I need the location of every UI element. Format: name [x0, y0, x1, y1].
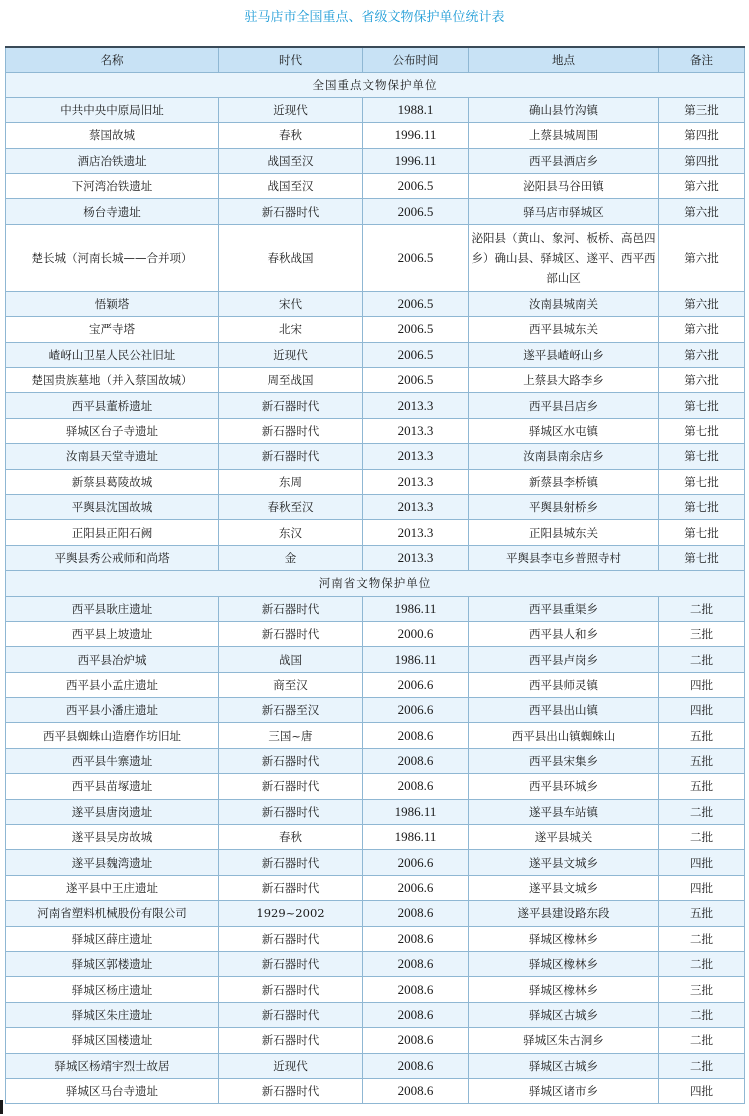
table-row — [6, 647, 745, 672]
table-row — [6, 393, 745, 418]
cell-name: 平舆县沈国故城 — [6, 494, 219, 519]
cell-name: 遂平县唐岗遗址 — [6, 799, 219, 824]
cell-name: 遂平县吴房故城 — [6, 825, 219, 850]
cell-era: 新石器时代 — [219, 748, 363, 773]
cell-published: 2006.5 — [363, 224, 469, 291]
cell-note: 第六批 — [659, 174, 745, 199]
cell-location: 西平县卢岗乡 — [469, 647, 659, 672]
cell-era: 近现代 — [219, 97, 363, 122]
cell-note: 二批 — [659, 825, 745, 850]
cell-location: 西平县宋集乡 — [469, 748, 659, 773]
table-header-row — [6, 47, 745, 72]
cell-note: 第六批 — [659, 224, 745, 291]
cell-era: 近现代 — [219, 1053, 363, 1078]
cell-published: 2008.6 — [363, 901, 469, 926]
cell-era: 新石器时代 — [219, 799, 363, 824]
cell-era: 金 — [219, 545, 363, 570]
cell-location: 遂平县文城乡 — [469, 850, 659, 875]
cell-note: 二批 — [659, 1028, 745, 1053]
cell-note: 第七批 — [659, 393, 745, 418]
cell-name: 驿城区薛庄遗址 — [6, 926, 219, 951]
table-row — [6, 1053, 745, 1078]
cell-note: 五批 — [659, 723, 745, 748]
header-published: 公布时间 — [363, 47, 469, 72]
cell-note: 二批 — [659, 1053, 745, 1078]
table-row — [6, 291, 745, 316]
cell-era: 战国至汉 — [219, 148, 363, 173]
cell-era: 宋代 — [219, 291, 363, 316]
table-row — [6, 1078, 745, 1103]
table-row — [6, 1028, 745, 1053]
cell-era: 战国至汉 — [219, 174, 363, 199]
cell-name: 宝严寺塔 — [6, 317, 219, 342]
cell-note: 五批 — [659, 901, 745, 926]
table-row — [6, 748, 745, 773]
cell-location: 驿马店市驿城区 — [469, 199, 659, 224]
table-row — [6, 850, 745, 875]
cell-location: 正阳县城东关 — [469, 520, 659, 545]
cell-name: 平舆县秀公戒师和尚塔 — [6, 545, 219, 570]
cell-note: 第七批 — [659, 469, 745, 494]
table-row — [6, 520, 745, 545]
table-row — [6, 723, 745, 748]
cell-published: 2008.6 — [363, 926, 469, 951]
cell-note: 四批 — [659, 1078, 745, 1103]
cell-location: 新蔡县李桥镇 — [469, 469, 659, 494]
cell-note: 第六批 — [659, 317, 745, 342]
cell-name: 西平县上坡遗址 — [6, 621, 219, 646]
table-row — [6, 174, 745, 199]
cell-location: 驿城区橡林乡 — [469, 977, 659, 1002]
cell-location: 平舆县射桥乡 — [469, 494, 659, 519]
cell-location: 遂平县嵖岈山乡 — [469, 342, 659, 367]
cell-published: 2013.3 — [363, 520, 469, 545]
cell-era: 春秋 — [219, 825, 363, 850]
table-row — [6, 368, 745, 393]
cell-published: 2006.6 — [363, 698, 469, 723]
section-provincial-label: 河南省文物保护单位 — [6, 571, 745, 596]
cell-era: 新石器时代 — [219, 621, 363, 646]
cell-note: 四批 — [659, 850, 745, 875]
cell-published: 2008.6 — [363, 1002, 469, 1027]
cell-location: 驿城区朱古洞乡 — [469, 1028, 659, 1053]
cell-note: 第六批 — [659, 342, 745, 367]
table-row — [6, 444, 745, 469]
cell-note: 三批 — [659, 621, 745, 646]
cell-name: 遂平县中王庄遗址 — [6, 875, 219, 900]
cell-note: 二批 — [659, 799, 745, 824]
cell-published: 2006.6 — [363, 672, 469, 697]
cell-name: 驿城区台子寺遗址 — [6, 418, 219, 443]
cell-name: 西平县苗塚遗址 — [6, 774, 219, 799]
cell-name: 西平县牛寨遗址 — [6, 748, 219, 773]
cell-name: 西平县蜘蛛山造磨作坊旧址 — [6, 723, 219, 748]
cell-published: 1988.1 — [363, 97, 469, 122]
cell-published: 1996.11 — [363, 123, 469, 148]
cell-location: 上蔡县城周围 — [469, 123, 659, 148]
cell-note: 二批 — [659, 596, 745, 621]
cell-note: 第七批 — [659, 545, 745, 570]
cell-note: 二批 — [659, 1002, 745, 1027]
cell-published: 2008.6 — [363, 1078, 469, 1103]
table-row — [6, 825, 745, 850]
table-row — [6, 774, 745, 799]
cell-name: 驿城区马台寺遗址 — [6, 1078, 219, 1103]
cell-published: 1986.11 — [363, 596, 469, 621]
cell-location: 上蔡县大路李乡 — [469, 368, 659, 393]
cell-location: 确山县竹沟镇 — [469, 97, 659, 122]
cell-location: 平舆县李屯乡普照寺村 — [469, 545, 659, 570]
cell-note: 五批 — [659, 748, 745, 773]
cell-name: 驿城区国楼遗址 — [6, 1028, 219, 1053]
cell-name: 驿城区杨庄遗址 — [6, 977, 219, 1002]
table-row — [6, 977, 745, 1002]
cell-location: 西平县师灵镇 — [469, 672, 659, 697]
cell-era: 1929~2002 — [219, 901, 363, 926]
table-row — [6, 621, 745, 646]
cell-published: 2000.6 — [363, 621, 469, 646]
cell-name: 西平县小孟庄遗址 — [6, 672, 219, 697]
section-national — [6, 72, 745, 97]
cell-location: 西平县城东关 — [469, 317, 659, 342]
cell-era: 新石器时代 — [219, 199, 363, 224]
table-row — [6, 875, 745, 900]
cell-published: 1986.11 — [363, 825, 469, 850]
cell-published: 2006.5 — [363, 174, 469, 199]
cell-note: 二批 — [659, 647, 745, 672]
cell-era: 新石器时代 — [219, 596, 363, 621]
cell-name: 西平县董桥遗址 — [6, 393, 219, 418]
cell-note: 二批 — [659, 926, 745, 951]
cell-published: 2013.3 — [363, 469, 469, 494]
cell-location: 汝南县南余店乡 — [469, 444, 659, 469]
cell-era: 新石器时代 — [219, 1078, 363, 1103]
cell-era: 新石器时代 — [219, 850, 363, 875]
cell-published: 2008.6 — [363, 1028, 469, 1053]
header-location: 地点 — [469, 47, 659, 72]
cell-name: 楚国贵族墓地（并入蔡国故城） — [6, 368, 219, 393]
cell-published: 2013.3 — [363, 393, 469, 418]
cell-published: 1996.11 — [363, 148, 469, 173]
cell-location: 遂平县车站镇 — [469, 799, 659, 824]
table-row — [6, 97, 745, 122]
table-row — [6, 596, 745, 621]
cell-name: 汝南县天堂寺遗址 — [6, 444, 219, 469]
cell-location: 泌阳县（黄山、象河、板桥、高邑四乡）确山县、驿城区、遂平、西平西部山区 — [469, 224, 659, 291]
cell-era: 新石器时代 — [219, 393, 363, 418]
page-title: 驻马店市全国重点、省级文物保护单位统计表 — [244, 10, 505, 25]
cell-note: 第六批 — [659, 199, 745, 224]
cell-name: 悟颖塔 — [6, 291, 219, 316]
page-edge-mark — [0, 1100, 3, 1114]
cell-era: 新石器至汉 — [219, 698, 363, 723]
cell-location: 泌阳县马谷田镇 — [469, 174, 659, 199]
cell-location: 驿城区橡林乡 — [469, 952, 659, 977]
cell-location: 遂平县建设路东段 — [469, 901, 659, 926]
table-row — [6, 545, 745, 570]
cell-name: 楚长城（河南长城——合并项） — [6, 224, 219, 291]
cell-published: 2008.6 — [363, 774, 469, 799]
cell-note: 第六批 — [659, 368, 745, 393]
table-row — [6, 224, 745, 291]
cell-published: 2008.6 — [363, 977, 469, 1002]
cell-era: 三国~唐 — [219, 723, 363, 748]
cell-name: 西平县耿庄遗址 — [6, 596, 219, 621]
cell-published: 2008.6 — [363, 748, 469, 773]
table-row — [6, 342, 745, 367]
cell-published: 2006.6 — [363, 850, 469, 875]
cell-era: 新石器时代 — [219, 926, 363, 951]
cell-note: 第七批 — [659, 418, 745, 443]
table-row — [6, 418, 745, 443]
cell-note: 三批 — [659, 977, 745, 1002]
cell-published: 2006.5 — [363, 199, 469, 224]
cell-era: 新石器时代 — [219, 418, 363, 443]
cell-note: 四批 — [659, 698, 745, 723]
cell-era: 春秋 — [219, 123, 363, 148]
cell-name: 嵖岈山卫星人民公社旧址 — [6, 342, 219, 367]
cell-published: 2008.6 — [363, 723, 469, 748]
cell-published: 2006.5 — [363, 291, 469, 316]
table-row — [6, 926, 745, 951]
cell-name: 新蔡县葛陵故城 — [6, 469, 219, 494]
cell-location: 汝南县城南关 — [469, 291, 659, 316]
cell-published: 2008.6 — [363, 952, 469, 977]
cell-location: 西平县吕店乡 — [469, 393, 659, 418]
cell-era: 春秋至汉 — [219, 494, 363, 519]
cell-name: 下河湾冶铁遗址 — [6, 174, 219, 199]
cell-era: 近现代 — [219, 342, 363, 367]
heritage-table — [5, 46, 745, 1104]
cell-published: 2013.3 — [363, 444, 469, 469]
cell-note: 第四批 — [659, 148, 745, 173]
cell-location: 西平县出山镇蜘蛛山 — [469, 723, 659, 748]
cell-name: 西平县小潘庄遗址 — [6, 698, 219, 723]
cell-name: 驿城区郭楼遗址 — [6, 952, 219, 977]
cell-note: 第六批 — [659, 291, 745, 316]
cell-note: 四批 — [659, 672, 745, 697]
cell-era: 春秋战国 — [219, 224, 363, 291]
cell-name: 杨台寺遗址 — [6, 199, 219, 224]
cell-name: 蔡国故城 — [6, 123, 219, 148]
cell-location: 遂平县城关 — [469, 825, 659, 850]
table-row — [6, 901, 745, 926]
cell-published: 2013.3 — [363, 494, 469, 519]
table-row — [6, 317, 745, 342]
cell-note: 五批 — [659, 774, 745, 799]
cell-note: 第四批 — [659, 123, 745, 148]
cell-note: 四批 — [659, 875, 745, 900]
cell-name: 河南省塑料机械股份有限公司 — [6, 901, 219, 926]
cell-location: 西平县重渠乡 — [469, 596, 659, 621]
header-note: 备注 — [659, 47, 745, 72]
cell-location: 西平县出山镇 — [469, 698, 659, 723]
cell-name: 正阳县正阳石阙 — [6, 520, 219, 545]
cell-location: 西平县环城乡 — [469, 774, 659, 799]
cell-published: 2013.3 — [363, 418, 469, 443]
table-row — [6, 123, 745, 148]
cell-note: 二批 — [659, 952, 745, 977]
cell-name: 西平县冶炉城 — [6, 647, 219, 672]
cell-era: 战国 — [219, 647, 363, 672]
section-national-label: 全国重点文物保护单位 — [6, 72, 745, 97]
cell-location: 驿城区橡林乡 — [469, 926, 659, 951]
table-row — [6, 672, 745, 697]
cell-era: 新石器时代 — [219, 1028, 363, 1053]
cell-note: 第七批 — [659, 520, 745, 545]
cell-published: 1986.11 — [363, 799, 469, 824]
cell-published: 2006.5 — [363, 368, 469, 393]
cell-note: 第七批 — [659, 444, 745, 469]
section-provincial — [6, 571, 745, 596]
cell-location: 驿城区古城乡 — [469, 1053, 659, 1078]
cell-era: 新石器时代 — [219, 774, 363, 799]
cell-published: 2008.6 — [363, 1053, 469, 1078]
cell-published: 2006.5 — [363, 317, 469, 342]
cell-era: 东汉 — [219, 520, 363, 545]
header-name: 名称 — [6, 47, 219, 72]
cell-location: 西平县酒店乡 — [469, 148, 659, 173]
cell-name: 中共中央中原局旧址 — [6, 97, 219, 122]
cell-era: 新石器时代 — [219, 952, 363, 977]
table-row — [6, 698, 745, 723]
table-row — [6, 148, 745, 173]
cell-name: 酒店冶铁遗址 — [6, 148, 219, 173]
table-row — [6, 494, 745, 519]
cell-location: 遂平县文城乡 — [469, 875, 659, 900]
cell-note: 第三批 — [659, 97, 745, 122]
cell-era: 北宋 — [219, 317, 363, 342]
table-row — [6, 469, 745, 494]
cell-published: 2006.5 — [363, 342, 469, 367]
table-row — [6, 1002, 745, 1027]
cell-location: 驿城区水屯镇 — [469, 418, 659, 443]
cell-era: 周至战国 — [219, 368, 363, 393]
cell-era: 新石器时代 — [219, 1002, 363, 1027]
table-row — [6, 952, 745, 977]
table-body — [6, 72, 745, 1104]
cell-location: 驿城区诸市乡 — [469, 1078, 659, 1103]
cell-era: 商至汉 — [219, 672, 363, 697]
cell-published: 2006.6 — [363, 875, 469, 900]
cell-published: 1986.11 — [363, 647, 469, 672]
cell-name: 驿城区朱庄遗址 — [6, 1002, 219, 1027]
cell-name: 遂平县魏湾遗址 — [6, 850, 219, 875]
cell-era: 新石器时代 — [219, 444, 363, 469]
table-row — [6, 199, 745, 224]
cell-location: 驿城区古城乡 — [469, 1002, 659, 1027]
cell-note: 第七批 — [659, 494, 745, 519]
cell-era: 新石器时代 — [219, 977, 363, 1002]
cell-location: 西平县人和乡 — [469, 621, 659, 646]
cell-era: 东周 — [219, 469, 363, 494]
cell-era: 新石器时代 — [219, 875, 363, 900]
cell-published: 2013.3 — [363, 545, 469, 570]
header-era: 时代 — [219, 47, 363, 72]
table-row — [6, 799, 745, 824]
cell-name: 驿城区杨靖宇烈士故居 — [6, 1053, 219, 1078]
